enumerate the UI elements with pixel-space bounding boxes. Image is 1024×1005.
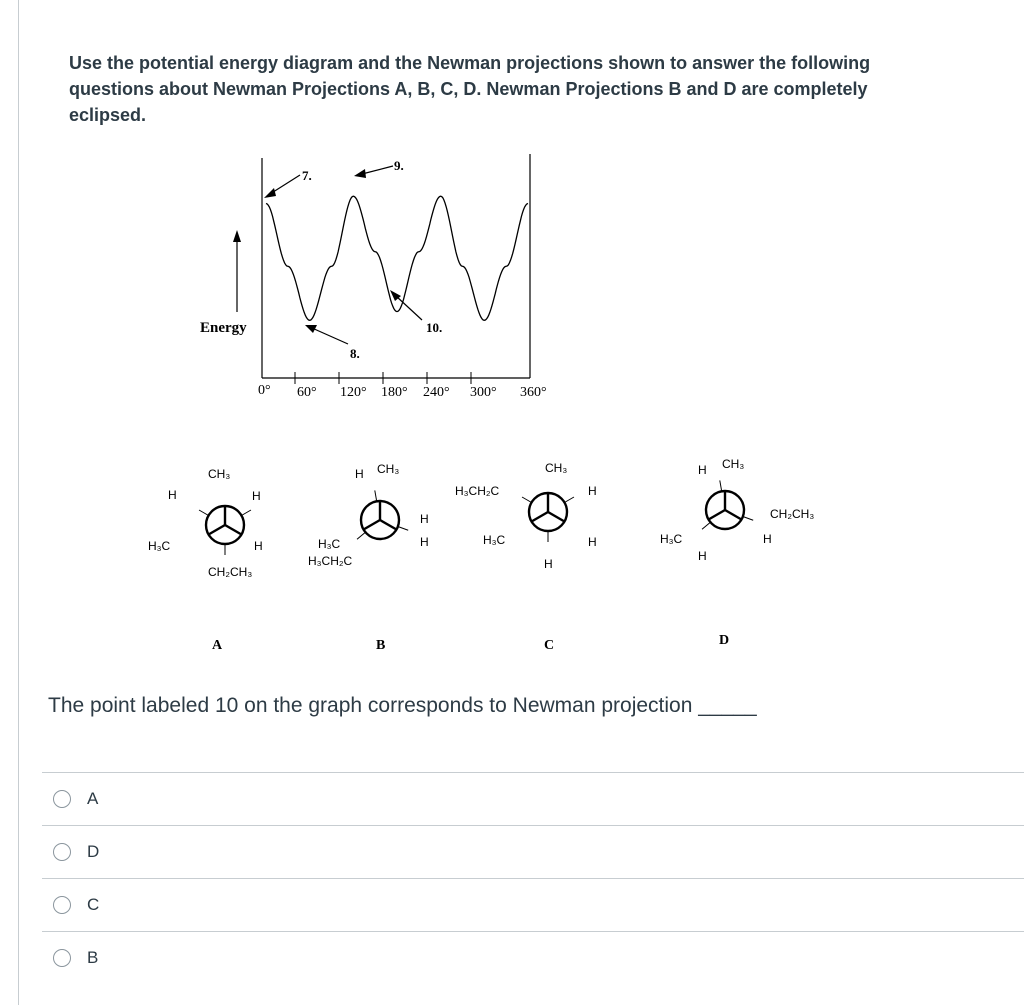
newmanD-back-bond-2	[702, 522, 710, 529]
projection-label-c: C	[544, 638, 555, 653]
newman-d-back-right: CH₂CH₃	[770, 507, 815, 521]
radio-button-d[interactable]	[53, 843, 71, 861]
newman-b-front-top: CH₃	[377, 462, 400, 476]
radio-button-a[interactable]	[53, 790, 71, 808]
newmanD-front-bond-2	[709, 510, 725, 520]
newman-a-back-upper-left: H	[168, 488, 177, 502]
left-border	[18, 0, 19, 1005]
question-letters: A, B, C, D.	[394, 79, 482, 99]
energy-arrow-head	[233, 230, 241, 242]
newmanD-front-bond-1	[725, 510, 741, 520]
newman-projection-b	[357, 490, 408, 539]
newmanC-back-bond-0	[522, 497, 532, 503]
radio-button-c[interactable]	[53, 896, 71, 914]
newman-a-back-bottom: CH₂CH₃	[208, 565, 253, 579]
newmanC-front-bond-1	[548, 512, 564, 522]
arrow-7-head	[264, 188, 276, 198]
newmanA-front-bond-2	[209, 525, 225, 535]
newman-d-front-right-h: H	[763, 532, 772, 546]
newman-a-front-lower-left: H₃C	[148, 539, 171, 553]
newmanA-back-bond-0	[199, 510, 209, 516]
newman-projection-d	[702, 480, 753, 529]
annotation-7: 7.	[302, 168, 312, 183]
energy-axis-label: Energy	[200, 320, 247, 336]
x-tick-label-300: 300°	[470, 385, 497, 400]
newman-c-front-upper-right: H	[588, 484, 597, 498]
answer-label-c: C	[87, 895, 100, 914]
newman-b-front-right-h: H	[420, 535, 429, 549]
newman-d-back-top-h: H	[698, 463, 707, 477]
energy-diagram-figure	[130, 150, 850, 670]
newman-c-front-lower-left: H₃C	[483, 533, 506, 547]
newman-c-back-upper-left: H₃CH₂C	[455, 484, 500, 498]
question-figure	[130, 150, 850, 670]
projection-label-d: D	[719, 633, 730, 648]
answer-option-c[interactable]	[42, 878, 1024, 931]
annotation-8: 8.	[350, 346, 360, 361]
question-prompt: The point labeled 10 on the graph corresponds to Newman projection _____	[48, 694, 757, 717]
x-tick-label-360: 360°	[520, 385, 547, 400]
newmanD-back-bond-0	[720, 480, 722, 491]
newmanB-front-bond-1	[380, 520, 396, 530]
newman-projection-c	[522, 493, 574, 542]
x-tick-label-60: 60°	[297, 385, 317, 400]
newman-a-front-upper-right: H	[252, 489, 261, 503]
newmanC-back-bond-1	[564, 497, 574, 503]
projection-label-b: B	[376, 638, 386, 653]
question-note: Newman Projections B and D are completely eclipsed.	[69, 79, 868, 125]
newmanC-front-bond-2	[532, 512, 548, 522]
arrow-9	[362, 166, 393, 174]
radio-button-b[interactable]	[53, 949, 71, 967]
newmanB-back-bond-1	[398, 526, 408, 530]
answer-label-d: D	[87, 842, 100, 861]
newmanA-front-bond-1	[225, 525, 241, 535]
newman-projection-a	[199, 506, 251, 555]
answer-option-d[interactable]	[42, 825, 1024, 878]
answer-label-a: A	[87, 789, 99, 808]
arrow-9-head	[354, 169, 366, 178]
answer-option-b[interactable]	[42, 931, 1024, 984]
newmanA-back-bond-1	[241, 510, 251, 516]
newmanB-back-bond-0	[375, 490, 377, 501]
newmanD-back-bond-1	[743, 516, 753, 520]
energy-curve-line	[266, 196, 528, 320]
newman-a-back-lower-right: H	[254, 539, 263, 553]
annotation-9: 9.	[394, 158, 404, 173]
answer-option-a[interactable]	[42, 772, 1024, 825]
newman-d-back-bottom-h: H	[698, 549, 707, 563]
x-tick-label-120: 120°	[340, 385, 367, 400]
x-tick-label-0: 0°	[258, 383, 271, 398]
newmanB-front-bond-2	[364, 520, 380, 530]
newman-d-front-left: H₃C	[660, 532, 683, 546]
newman-b-back-right-h: H	[420, 512, 429, 526]
newman-b-front-left: H₃C	[318, 537, 341, 551]
newman-c-back-bottom: H	[544, 557, 553, 571]
projection-label-a: A	[212, 638, 223, 653]
question-intro: Use the potential energy diagram and the Newman projections shown to answer the following questions about Newman Projections	[69, 53, 871, 99]
newman-c-back-lower-right: H	[588, 535, 597, 549]
newman-a-front-top: CH₃	[208, 467, 231, 481]
x-tick-label-240: 240°	[423, 385, 450, 400]
newman-c-front-top: CH₃	[545, 461, 568, 475]
annotation-10: 10.	[426, 320, 443, 335]
newmanB-back-bond-2	[357, 532, 365, 539]
x-tick-label-180: 180°	[381, 385, 408, 400]
newman-b-back-top-h: H	[355, 467, 364, 481]
answer-list	[42, 772, 1024, 984]
newman-b-back-left: H₃CH₂C	[308, 554, 353, 568]
answer-label-b: B	[87, 948, 99, 967]
question-text	[69, 50, 909, 128]
newman-d-front-top: CH₃	[722, 457, 745, 471]
arrow-8	[312, 328, 348, 344]
